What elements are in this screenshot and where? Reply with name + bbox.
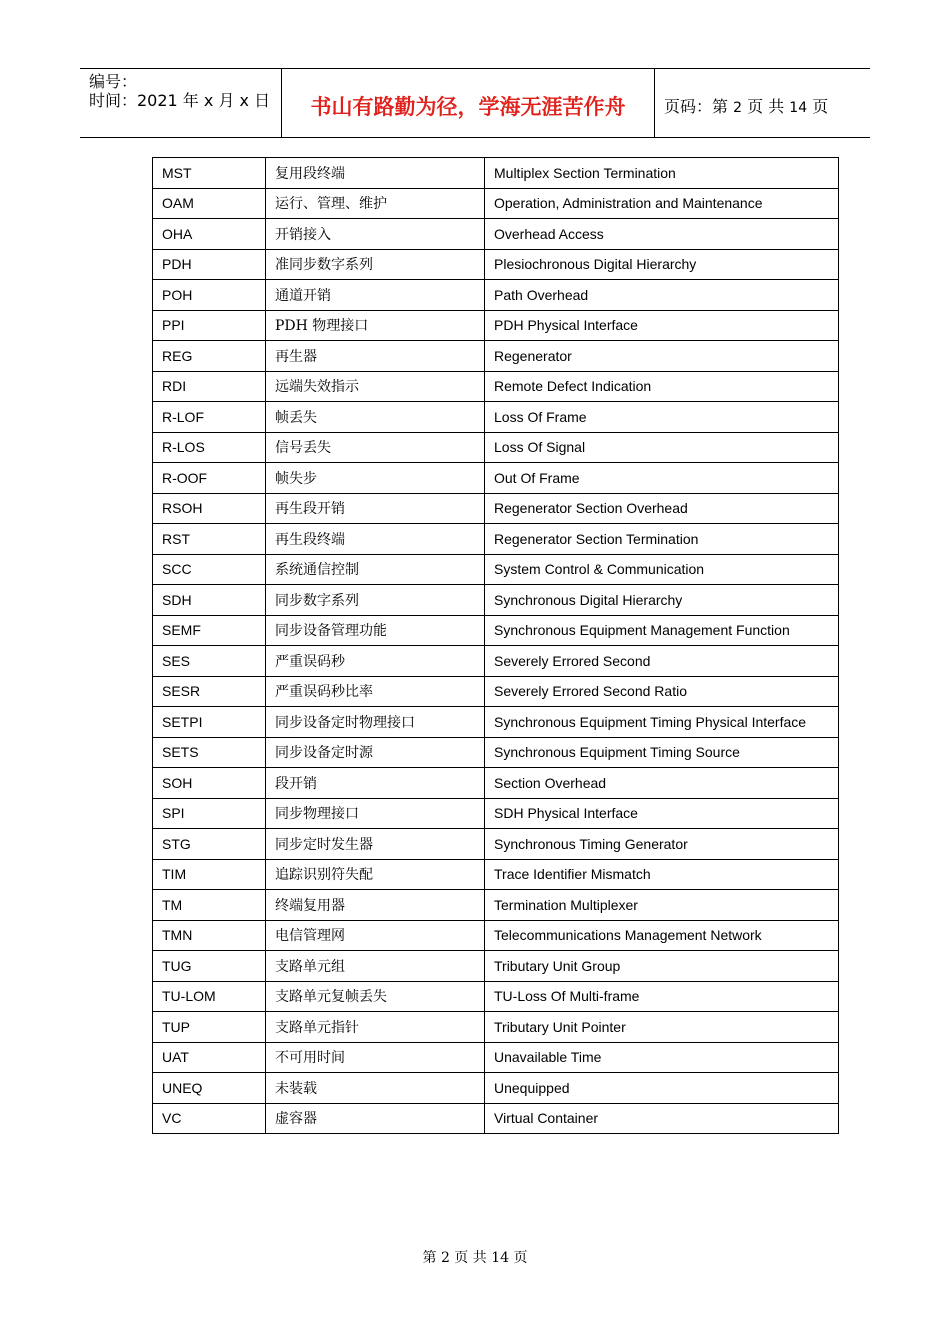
- english-term-cell: Synchronous Equipment Management Function: [485, 615, 839, 646]
- abbreviation-cell: RST: [153, 524, 266, 555]
- table-row: [153, 707, 839, 738]
- abbreviation-cell: R-LOF: [153, 402, 266, 433]
- abbreviation-cell: TUP: [153, 1012, 266, 1043]
- chinese-term-cell: PDH 物理接口: [266, 310, 485, 341]
- chinese-term-cell: 不可用时间: [266, 1042, 485, 1073]
- page-indicator: [664, 94, 828, 117]
- english-term-cell: Out Of Frame: [485, 463, 839, 494]
- abbreviation-cell: OHA: [153, 219, 266, 250]
- abbreviation-cell: SPI: [153, 798, 266, 829]
- english-term-cell: Loss Of Frame: [485, 402, 839, 433]
- table-row: [153, 859, 839, 890]
- table-row: [153, 432, 839, 463]
- chinese-term-cell: 运行、管理、维护: [266, 188, 485, 219]
- table-row: [153, 188, 839, 219]
- chinese-term-cell: 电信管理网: [266, 920, 485, 951]
- abbreviation-cell: SETS: [153, 737, 266, 768]
- english-term-cell: Severely Errored Second: [485, 646, 839, 677]
- abbreviation-cell: TM: [153, 890, 266, 921]
- abbreviation-cell: RDI: [153, 371, 266, 402]
- english-term-cell: TU-Loss Of Multi-frame: [485, 981, 839, 1012]
- table-row: [153, 737, 839, 768]
- english-term-cell: Remote Defect Indication: [485, 371, 839, 402]
- english-term-cell: Virtual Container: [485, 1103, 839, 1134]
- page-mid: 页 共: [742, 97, 790, 116]
- table-row: [153, 371, 839, 402]
- chinese-term-cell: 支路单元复帧丢失: [266, 981, 485, 1012]
- chinese-term-cell: 同步定时发生器: [266, 829, 485, 860]
- english-term-cell: Telecommunications Management Network: [485, 920, 839, 951]
- chinese-term-cell: 再生段终端: [266, 524, 485, 555]
- abbreviation-cell: POH: [153, 280, 266, 311]
- serial-label: 编号：: [89, 72, 138, 91]
- table-row: [153, 402, 839, 433]
- chinese-term-cell: 同步数字系列: [266, 585, 485, 616]
- abbreviation-cell: PDH: [153, 249, 266, 280]
- chinese-term-cell: 再生器: [266, 341, 485, 372]
- chinese-term-cell: 远端失效指示: [266, 371, 485, 402]
- abbreviation-cell: TIM: [153, 859, 266, 890]
- glossary-body: [153, 158, 839, 1134]
- table-row: [153, 158, 839, 189]
- english-term-cell: SDH Physical Interface: [485, 798, 839, 829]
- abbreviation-cell: SEMF: [153, 615, 266, 646]
- table-row: [153, 524, 839, 555]
- chinese-term-cell: 同步设备定时源: [266, 737, 485, 768]
- chinese-term-cell: 严重误码秒比率: [266, 676, 485, 707]
- table-row: [153, 1103, 839, 1134]
- abbreviation-cell: TU-LOM: [153, 981, 266, 1012]
- chinese-term-cell: 追踪识别符失配: [266, 859, 485, 890]
- page-footer: 第 2 页 共 14 页: [422, 1250, 528, 1266]
- table-row: [153, 493, 839, 524]
- english-term-cell: Section Overhead: [485, 768, 839, 799]
- english-term-cell: Unavailable Time: [485, 1042, 839, 1073]
- english-term-cell: Tributary Unit Group: [485, 951, 839, 982]
- chinese-term-cell: 未装载: [266, 1073, 485, 1104]
- abbreviation-cell: SDH: [153, 585, 266, 616]
- english-term-cell: Severely Errored Second Ratio: [485, 676, 839, 707]
- page-prefix: 页码：第: [664, 97, 734, 116]
- glossary-table: [152, 157, 839, 1134]
- abbreviation-cell: SETPI: [153, 707, 266, 738]
- english-term-cell: Regenerator Section Overhead: [485, 493, 839, 524]
- chinese-term-cell: 帧丢失: [266, 402, 485, 433]
- table-row: [153, 249, 839, 280]
- abbreviation-cell: RSOH: [153, 493, 266, 524]
- english-term-cell: Synchronous Equipment Timing Physical Interface: [485, 707, 839, 738]
- chinese-term-cell: 终端复用器: [266, 890, 485, 921]
- table-row: [153, 646, 839, 677]
- english-term-cell: Loss Of Signal: [485, 432, 839, 463]
- table-row: [153, 1073, 839, 1104]
- abbreviation-cell: SES: [153, 646, 266, 677]
- english-term-cell: Path Overhead: [485, 280, 839, 311]
- table-row: [153, 981, 839, 1012]
- chinese-term-cell: 严重误码秒: [266, 646, 485, 677]
- table-row: [153, 920, 839, 951]
- english-term-cell: Plesiochronous Digital Hierarchy: [485, 249, 839, 280]
- abbreviation-cell: R-OOF: [153, 463, 266, 494]
- chinese-term-cell: 信号丢失: [266, 432, 485, 463]
- chinese-term-cell: 通道开销: [266, 280, 485, 311]
- abbreviation-cell: SOH: [153, 768, 266, 799]
- english-term-cell: Synchronous Timing Generator: [485, 829, 839, 860]
- table-row: [153, 798, 839, 829]
- english-term-cell: Trace Identifier Mismatch: [485, 859, 839, 890]
- english-term-cell: Operation, Administration and Maintenance: [485, 188, 839, 219]
- table-row: [153, 585, 839, 616]
- page-suffix: 页: [807, 97, 829, 116]
- header-motto-cell: [282, 69, 655, 137]
- chinese-term-cell: 段开销: [266, 768, 485, 799]
- motto: 书山有路勤为径，学海无涯苦作舟: [310, 95, 626, 119]
- table-row: [153, 890, 839, 921]
- abbreviation-cell: PPI: [153, 310, 266, 341]
- table-row: [153, 1012, 839, 1043]
- abbreviation-cell: UAT: [153, 1042, 266, 1073]
- table-row: [153, 951, 839, 982]
- table-row: [153, 463, 839, 494]
- header-left-cell: [80, 69, 282, 137]
- abbreviation-cell: SCC: [153, 554, 266, 585]
- english-term-cell: Unequipped: [485, 1073, 839, 1104]
- english-term-cell: Termination Multiplexer: [485, 890, 839, 921]
- table-row: [153, 615, 839, 646]
- english-term-cell: Multiplex Section Termination: [485, 158, 839, 189]
- english-term-cell: Synchronous Equipment Timing Source: [485, 737, 839, 768]
- abbreviation-cell: R-LOS: [153, 432, 266, 463]
- english-term-cell: Regenerator Section Termination: [485, 524, 839, 555]
- abbreviation-cell: UNEQ: [153, 1073, 266, 1104]
- chinese-term-cell: 同步设备定时物理接口: [266, 707, 485, 738]
- english-term-cell: PDH Physical Interface: [485, 310, 839, 341]
- page-total: 14: [789, 100, 808, 116]
- chinese-term-cell: 支路单元指针: [266, 1012, 485, 1043]
- english-term-cell: Overhead Access: [485, 219, 839, 250]
- table-row: [153, 829, 839, 860]
- table-row: [153, 219, 839, 250]
- page-current: 2: [733, 100, 743, 116]
- chinese-term-cell: 虚容器: [266, 1103, 485, 1134]
- table-row: [153, 280, 839, 311]
- table-row: [153, 310, 839, 341]
- table-row: [153, 341, 839, 372]
- chinese-term-cell: 复用段终端: [266, 158, 485, 189]
- chinese-term-cell: 支路单元组: [266, 951, 485, 982]
- chinese-term-cell: 帧失步: [266, 463, 485, 494]
- abbreviation-cell: SESR: [153, 676, 266, 707]
- table-row: [153, 554, 839, 585]
- date-label: 时间：2021 年 x 月 x 日: [89, 91, 271, 110]
- table-row: [153, 768, 839, 799]
- chinese-term-cell: 同步设备管理功能: [266, 615, 485, 646]
- page-header: [80, 68, 870, 138]
- chinese-term-cell: 准同步数字系列: [266, 249, 485, 280]
- chinese-term-cell: 开销接入: [266, 219, 485, 250]
- abbreviation-cell: TUG: [153, 951, 266, 982]
- abbreviation-cell: OAM: [153, 188, 266, 219]
- abbreviation-cell: STG: [153, 829, 266, 860]
- abbreviation-cell: REG: [153, 341, 266, 372]
- table-row: [153, 1042, 839, 1073]
- abbreviation-cell: VC: [153, 1103, 266, 1134]
- chinese-term-cell: 再生段开销: [266, 493, 485, 524]
- chinese-term-cell: 系统通信控制: [266, 554, 485, 585]
- chinese-term-cell: 同步物理接口: [266, 798, 485, 829]
- english-term-cell: Synchronous Digital Hierarchy: [485, 585, 839, 616]
- english-term-cell: Regenerator: [485, 341, 839, 372]
- english-term-cell: Tributary Unit Pointer: [485, 1012, 839, 1043]
- abbreviation-cell: MST: [153, 158, 266, 189]
- header-page-cell: [655, 69, 870, 137]
- abbreviation-cell: TMN: [153, 920, 266, 951]
- english-term-cell: System Control & Communication: [485, 554, 839, 585]
- table-row: [153, 676, 839, 707]
